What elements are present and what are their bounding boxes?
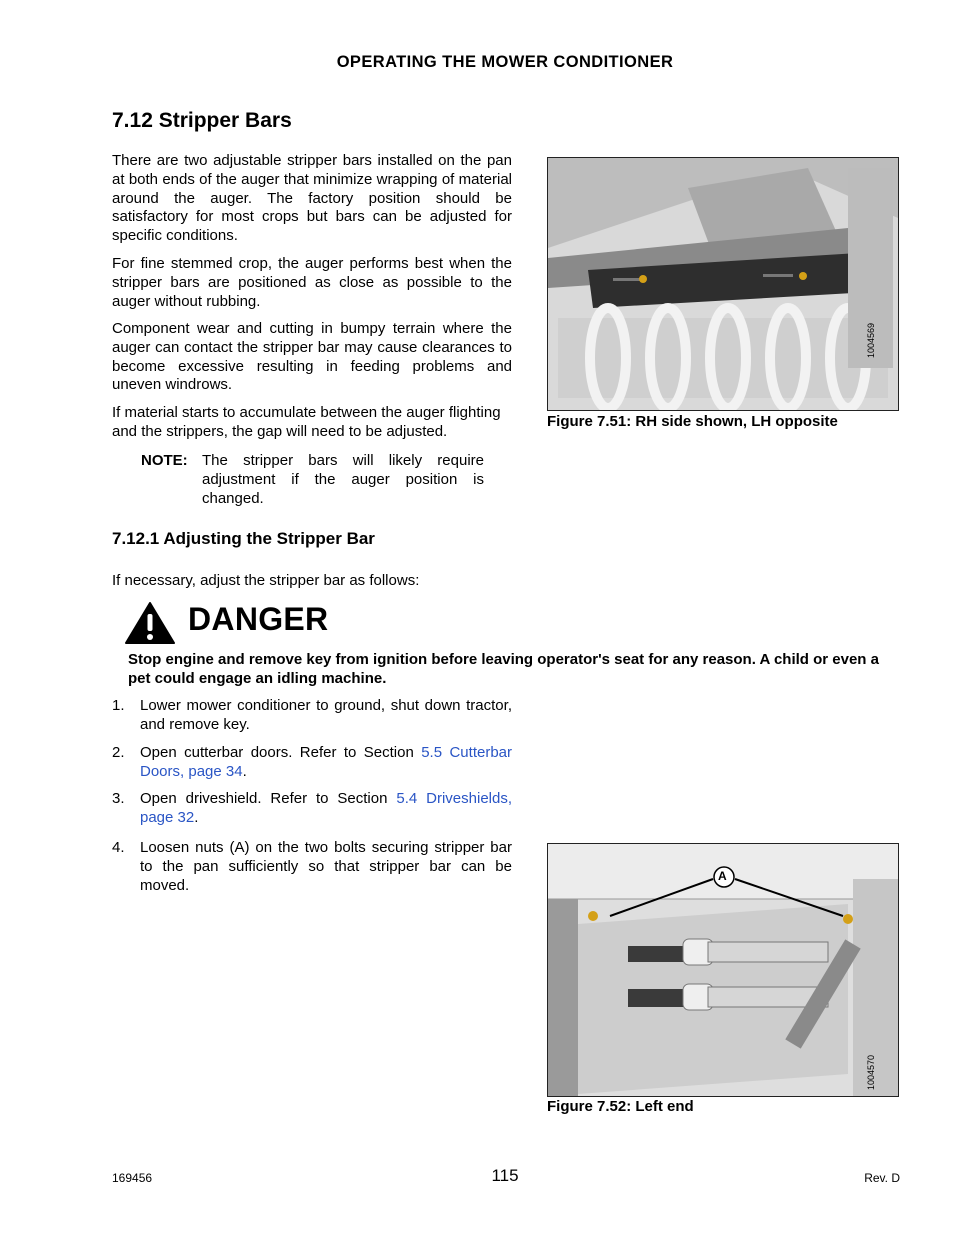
link-driveshields[interactable]: 5.4 Driveshields, page 32 bbox=[140, 790, 513, 826]
step-3 bbox=[112, 790, 512, 828]
page-header: OPERATING THE MOWER CONDITIONER bbox=[336, 53, 674, 71]
paragraph-4: If material starts to accumulate between the auger flighting and the strippers, the gap will need to be adjusted. bbox=[112, 404, 501, 440]
stripper-bar-illustration bbox=[548, 158, 898, 410]
intro-text: If necessary, adjust the stripper bar as follows: bbox=[112, 572, 420, 589]
revision: Rev. D bbox=[864, 1171, 900, 1185]
note-label: NOTE: bbox=[141, 452, 188, 469]
danger-text: Stop engine and remove key from ignition before leaving operator's seat for any reason. A child or even a pet could engage an idling machine. bbox=[128, 651, 879, 687]
step-number: 2. bbox=[112, 744, 125, 761]
step-number: 1. bbox=[112, 697, 125, 714]
figure-stripper-bars bbox=[547, 157, 899, 411]
step-number: 3. bbox=[112, 790, 125, 807]
note-text: The stripper bars will likely require adjustment if the auger position is changed. bbox=[202, 452, 484, 507]
page-number: 115 bbox=[491, 1166, 519, 1185]
step-text: Lower mower conditioner to ground, shut down tractor, and remove key. bbox=[140, 697, 512, 733]
danger-title: DANGER bbox=[188, 601, 329, 637]
figure-id: 1004570 bbox=[866, 1054, 876, 1090]
doc-number: 169456 bbox=[112, 1171, 153, 1185]
step-text: Open cutterbar doors. Refer to Section bbox=[140, 744, 422, 761]
step-text-end: . bbox=[242, 762, 247, 780]
step-2 bbox=[112, 744, 512, 782]
step-number: 4. bbox=[112, 839, 125, 856]
link-cutterbar-doors[interactable]: 5.5 Cutterbar Doors, page 34 bbox=[140, 744, 512, 780]
figure-id: 1004569 bbox=[866, 322, 876, 358]
warning-icon bbox=[124, 601, 176, 645]
callout-label: A bbox=[718, 869, 727, 883]
section-heading: 7.12 Stripper Bars bbox=[112, 109, 292, 132]
step-4 bbox=[112, 839, 512, 895]
paragraph-3: Component wear and cutting in bumpy terrain where the auger can contact the stripper bar may cause clearances to become excessive resulting in feeding problems and uneven windrows. bbox=[112, 320, 512, 394]
figure-caption-752: Figure 7.52: Left end bbox=[547, 1098, 694, 1115]
subsection-heading: 7.12.1 Adjusting the Stripper Bar bbox=[112, 529, 375, 548]
step-text-end: . bbox=[194, 808, 199, 826]
step-1 bbox=[112, 697, 512, 735]
note-block bbox=[141, 452, 484, 508]
paragraph-1: There are two adjustable stripper bars installed on the pan at both ends of the auger that minimize wrapping of material around the auger. The factory position should be satisfactory for most crops but bars can be adjusted for specific conditions. bbox=[112, 152, 512, 245]
paragraph-2: For fine stemmed crop, the auger performs best when the stripper bars are positioned as close as possible to the auger without rubbing. bbox=[112, 255, 512, 310]
step-text: Loosen nuts (A) on the two bolts securing stripper bar to the pan sufficiently so that stripper bar can be moved. bbox=[140, 839, 512, 894]
figure-left-end bbox=[547, 843, 899, 1097]
figure-caption-751: Figure 7.51: RH side shown, LH opposite bbox=[547, 413, 838, 430]
step-text: Open driveshield. Refer to Section bbox=[140, 790, 397, 807]
